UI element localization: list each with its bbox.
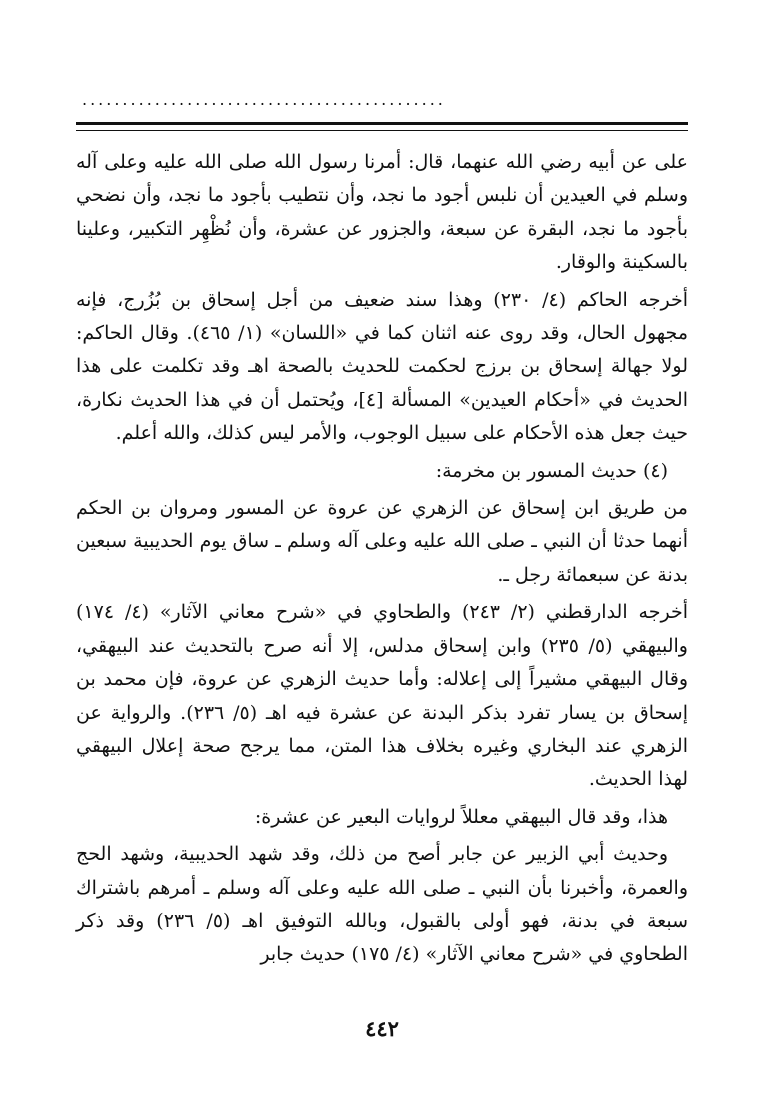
page-number: ٤٤٢ xyxy=(365,1016,399,1041)
paragraph-bayhaqi-intro: هذا، وقد قال البيهقي معللاً لروايات البعير عن عشرة: xyxy=(254,805,668,828)
heading-hadith-miswar: (٤) حديث المسور بن مخرمة: xyxy=(435,459,668,482)
paragraph-takhrij-daraqutni: أخرجه الدارقطني (٢/ ٢٤٣) والطحاوي في «شرح معاني الآثار» (٤/ ١٧٤) والبيهقي (٥/ ٢٣٥) وابن إسحاق مدلس، إلا أنه صرح بالتحديث عند البيهقي، وقال البيهقي مشيراً إلى إعلاله: وأما حديث الزهري عن عروة، فإن محمد بن إسحاق بن يسار تفرد بذكر البدنة عن عشرة فيه اهـ (٥/ ٢٣٦). والرواية عن الزهري عند البخاري وغيره بخلاف هذا المتن، مما يرجح صحة إعلال البيهقي لهذا الحديث. xyxy=(76,601,688,791)
page-body-text xyxy=(76,146,688,976)
header-rule-thick xyxy=(76,122,688,125)
paragraph-hadith-text: على عن أبيه رضي الله عنهما، قال: أمرنا رسول الله صلى الله عليه وعلى آله وسلم في العيدين أن نلبس أجود ما نجد، وأن نتطيب بأجود ما نجد، وأن نضحي بأجود ما نجد، البقرة عن سبعة، والجزور عن عشرة، وأن نُظْهِر التكبير، وعلينا بالسكينة والوقار. xyxy=(76,151,688,274)
header-rule-thin xyxy=(76,130,688,131)
paragraph-takhrij-hakim: أخرجه الحاكم (٤/ ٢٣٠) وهذا سند ضعيف من أجل إسحاق بن بُزُرج، فإنه مجهول الحال، وقد روى عنه اثنان كما في «اللسان» (١/ ٤٦٥). وقال الحاكم: لولا جهالة إسحاق بن برزج لحكمت للحديث بالصحة اهـ وقد تكلمت على هذا الحديث في «أحكام العيدين» المسألة [٤]، ويُحتمل أن في هذا الحديث نكارة، حيث جعل هذه الأحكام على سبيل الوجوب، والأمر ليس كذلك، والله أعلم. xyxy=(76,288,688,445)
paragraph-miswar-isnad: من طريق ابن إسحاق عن الزهري عن عروة عن المسور ومروان بن الحكم أنهما حدثا أن النبي ـ صلى الله عليه وعلى آله وسلم ـ ساق يوم الحديبية سبعين بدنة عن سبعمائة رجل ـ. xyxy=(76,497,688,586)
header-dotted-line: ............................................. xyxy=(82,90,446,109)
paragraph-bayhaqi-quote: وحديث أبي الزبير عن جابر أصح من ذلك، وقد شهد الحديبية، وشهد الحج والعمرة، وأخبرنا بأن النبي ـ صلى الله عليه وعلى آله وسلم ـ أمرهم باشتراك سبعة في بدنة، فهو أولى بالقبول، وبالله التوفيق اهـ (٥/ ٢٣٦) وقد ذكر الطحاوي في «شرح معاني الآثار» (٤/ ١٧٥) حديث جابر xyxy=(76,843,688,966)
